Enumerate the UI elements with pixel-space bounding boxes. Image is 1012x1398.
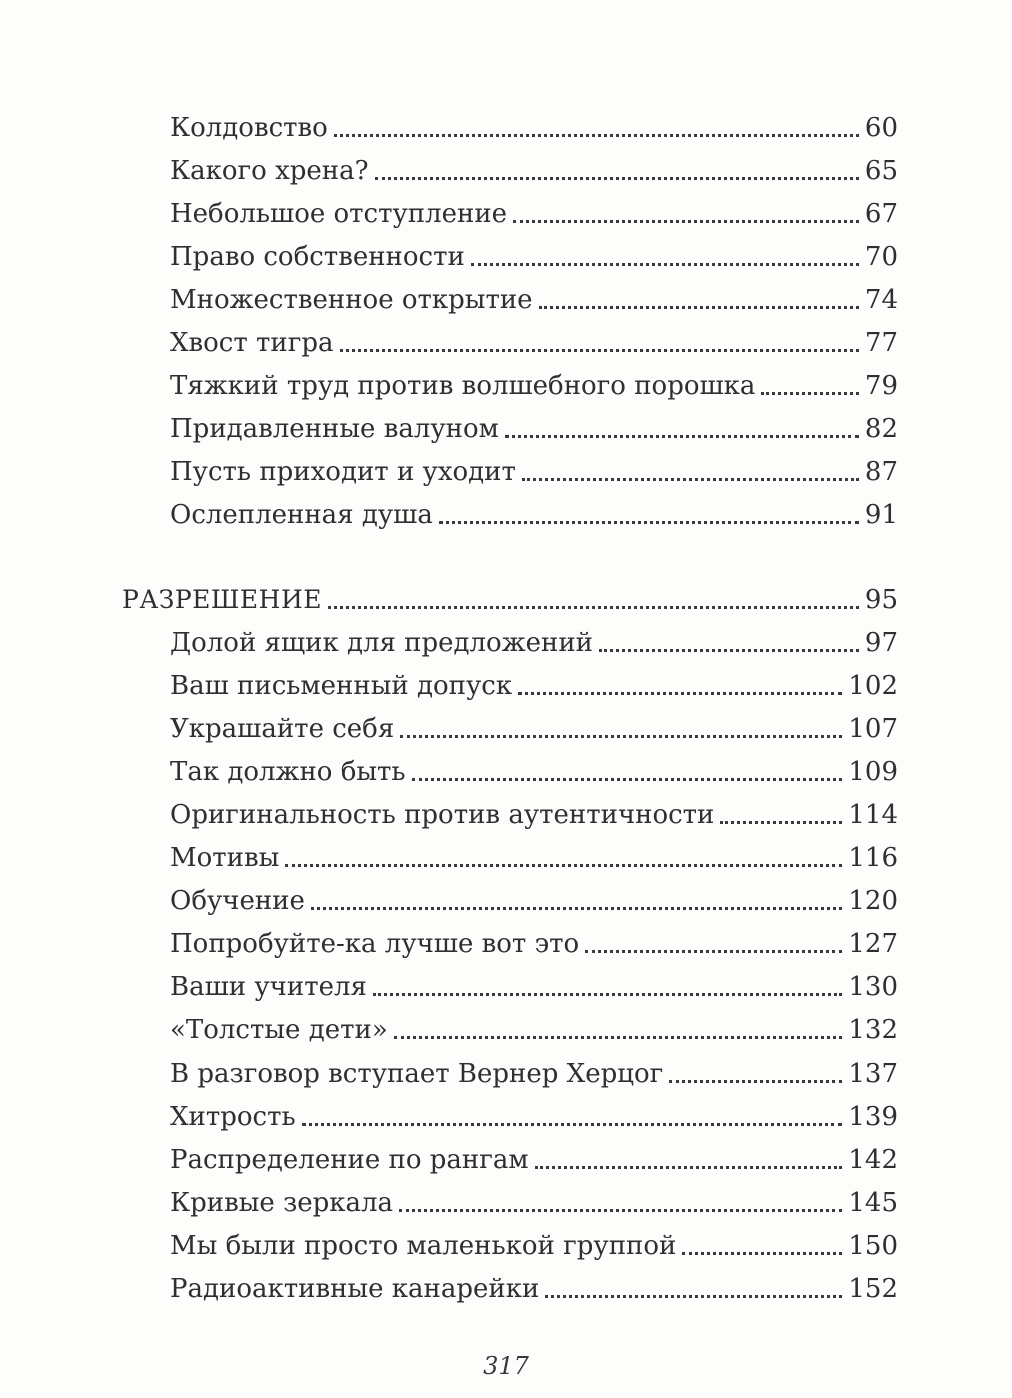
toc-entry-title: Тяжкий труд против волшебного порошка [170,371,756,402]
toc-entry-title: РАЗРЕШЕНИЕ [122,585,323,614]
dot-leader [400,735,842,738]
toc-entry [170,1269,898,1309]
toc-entry-page: 127 [848,929,898,960]
toc-entry-title: «Толстые дети» [170,1015,388,1046]
toc-entry-title: Хитрость [170,1101,296,1132]
dot-leader [302,1123,843,1126]
toc-entry-title: Право собственности [170,242,465,273]
toc-entry-page: 97 [864,628,898,658]
toc-entry-title: Хвост тигра [170,328,334,359]
dot-leader [522,478,859,481]
dot-leader [539,306,859,309]
dot-leader [682,1252,842,1255]
dot-leader [669,1080,842,1083]
toc-entry-title: Распределение по рангам [170,1144,529,1175]
toc-entry-title: Кривые зеркала [170,1187,394,1218]
toc-entry-title: Ваш письменный допуск [170,671,513,702]
dot-leader [585,950,842,953]
dot-leader [285,864,842,867]
toc-entry-page: 116 [848,843,898,874]
toc-section-heading [122,580,898,620]
dot-leader [394,1036,843,1039]
toc-entry-title: Ослепленная душа [170,500,433,531]
toc-entry-title: В разговор вступает Вернер Херцог [170,1058,664,1089]
toc-entry [170,323,898,363]
dot-leader [311,907,842,910]
toc-entry-page: 120 [848,886,898,917]
dot-leader [375,177,859,180]
dot-leader [334,134,859,137]
toc-entry [170,194,898,234]
toc-entry-page: 137 [848,1058,898,1089]
toc-entry-title: Мы были просто маленькой группой [170,1230,677,1261]
dot-leader [720,821,842,824]
toc-entry [170,1097,898,1137]
toc-entry [170,280,898,320]
toc-entry-title: Придавленные валуном [170,414,499,445]
dot-leader [535,1166,843,1169]
toc-entry-page: 132 [848,1015,898,1046]
toc-entry-title: Множественное открытие [170,285,533,316]
toc-entry-page: 74 [864,285,898,316]
dot-leader [340,349,859,352]
toc-entry [170,924,898,964]
toc-entry [170,709,898,749]
toc-entry-title: Оригинальность против аутентичности [170,800,715,831]
toc-entry [170,151,898,191]
dot-leader [513,220,859,223]
toc-entry-page: 142 [848,1144,898,1175]
toc-entry-title: Обучение [170,886,305,917]
toc-entry-title: Украшайте себя [170,714,395,745]
toc-entry-page: 109 [848,757,898,788]
toc-entry [170,795,898,835]
toc-entry-page: 152 [848,1273,898,1304]
toc-entry-title: Колдовство [170,113,328,143]
toc-entry [170,1226,898,1266]
dot-leader [761,392,858,395]
toc-entry [170,1140,898,1180]
dot-leader [328,606,859,609]
toc-entry-page: 70 [864,242,898,273]
toc-entry [170,237,898,277]
toc-entry-page: 130 [848,972,898,1003]
toc-entry [170,409,898,449]
toc-entry-title: Мотивы [170,843,280,874]
toc-entry-title: Пусть приходит и уходит [170,457,516,488]
dot-leader [505,435,859,438]
dot-leader [518,692,842,695]
toc-entry-page: 102 [848,671,898,702]
toc-entry [170,838,898,878]
toc-entry-title: Так должно быть [170,757,406,788]
toc-entry [170,967,898,1007]
toc-entry-title: Попробуйте-ка лучше вот это [170,929,580,960]
toc-entry [170,623,898,663]
toc-entry-page: 65 [864,156,898,187]
toc-entry [170,881,898,921]
toc-entry-title: Долой ящик для предложений [170,628,593,658]
toc-entry-page: 150 [848,1230,898,1261]
toc-entry [170,366,898,406]
toc-entry [170,1010,898,1050]
toc-entry [170,1183,898,1223]
toc-entry-page: 145 [848,1187,898,1218]
toc-entry-page: 107 [848,714,898,745]
toc-entry-page: 87 [864,457,898,488]
toc-entry-page: 82 [864,414,898,445]
page-number: 317 [483,1352,529,1380]
dot-leader [412,778,843,781]
toc-entry [170,108,898,148]
dot-leader [471,263,859,266]
toc-entry-page: 95 [864,585,898,615]
toc-entry-page: 60 [864,113,898,143]
toc-entry-title: Ваши учителя [170,972,367,1003]
toc-entry-title: Небольшое отступление [170,199,508,230]
toc-entry-title: Радиоактивные канарейки [170,1273,540,1304]
toc-entry-page: 139 [848,1101,898,1132]
toc-entry [170,452,898,492]
dot-leader [599,649,859,652]
toc-entry-page: 67 [864,199,898,230]
toc-entry-page: 91 [864,500,898,531]
toc-entry-page: 114 [848,800,898,831]
dot-leader [545,1295,842,1298]
toc-entry [170,495,898,535]
dot-leader [373,993,842,996]
toc-entry [170,1054,898,1094]
toc-entry-page: 77 [864,328,898,359]
toc-entry [170,666,898,706]
dot-leader [399,1209,842,1212]
dot-leader [439,521,859,524]
toc-entry [170,752,898,792]
toc-entry-title: Какого хрена? [170,156,369,187]
toc-entry-page: 79 [864,371,898,402]
